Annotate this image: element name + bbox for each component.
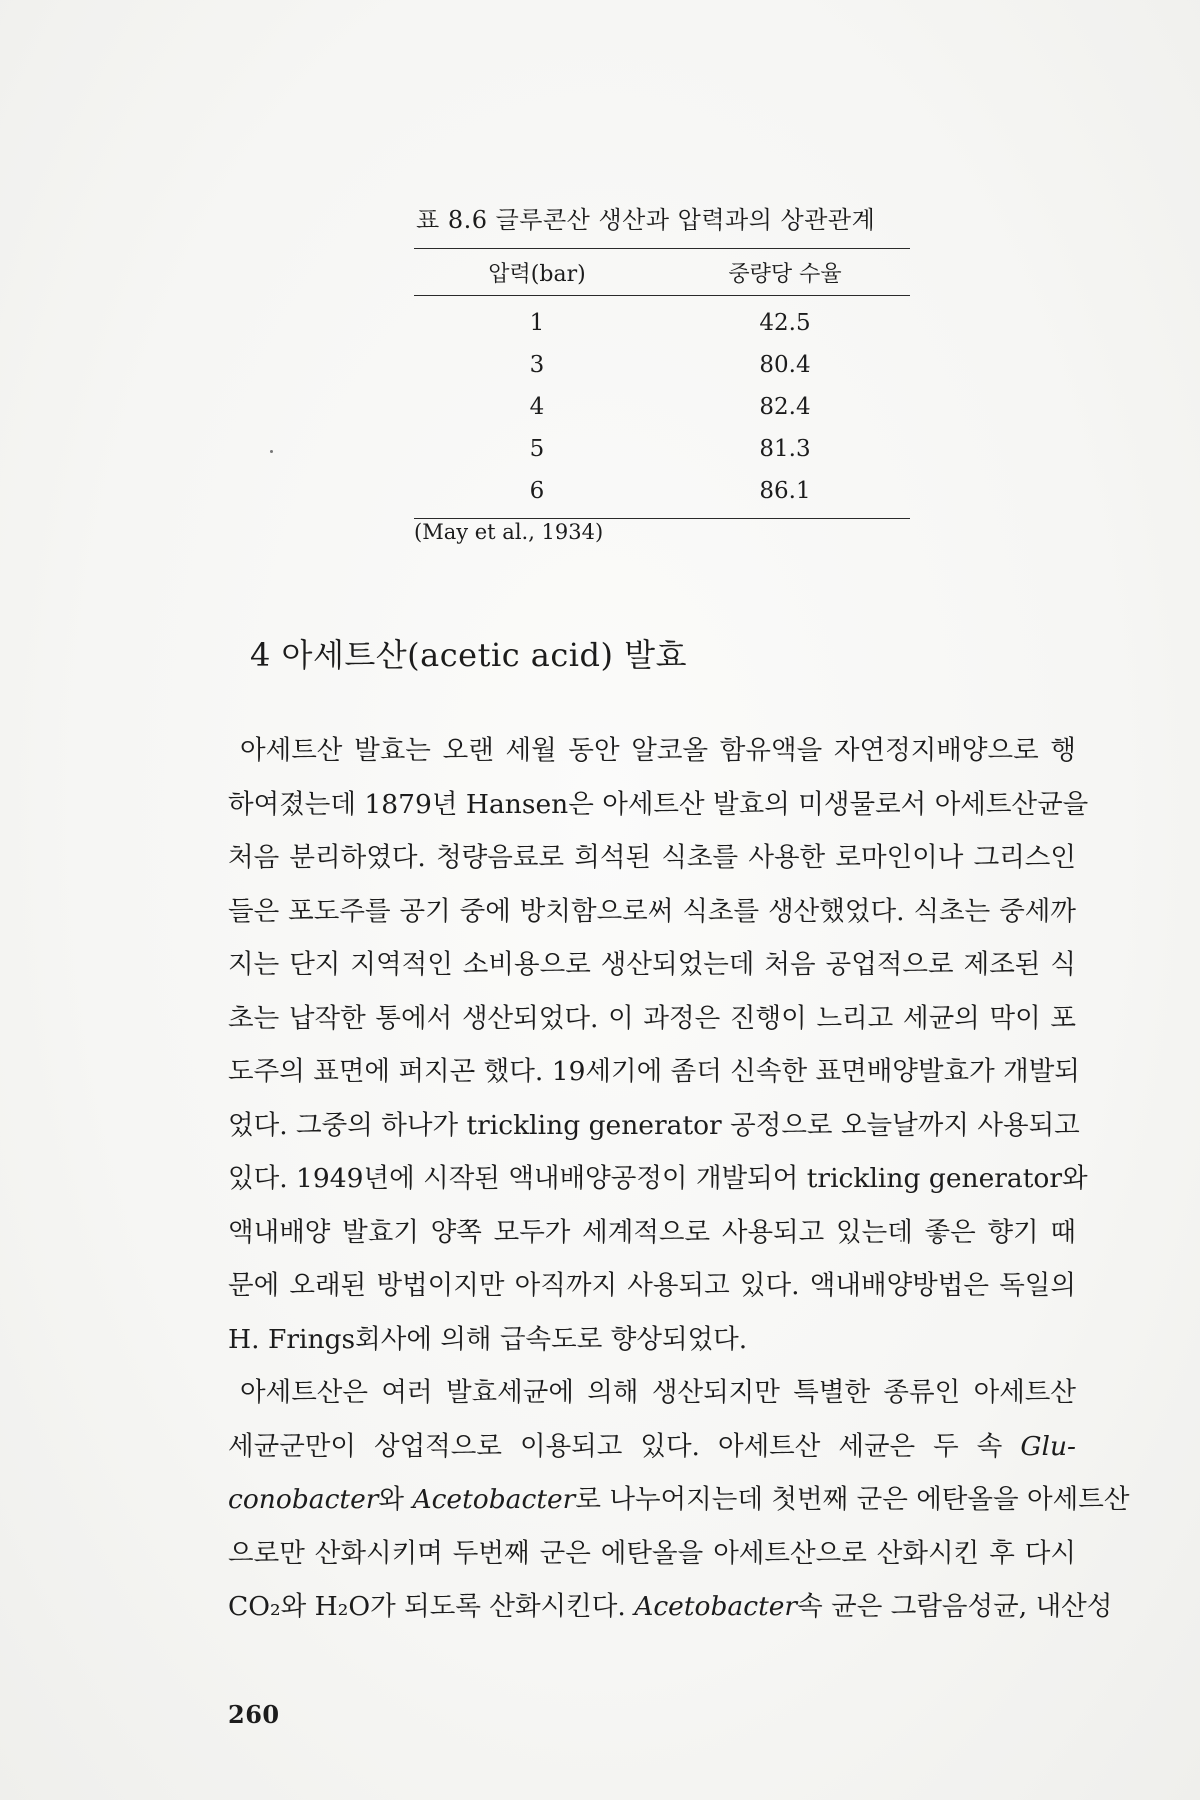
paragraph-2-line: 아세트산은 여러 발효세균에 의해 생산되지만 특별한 종류인 아세트산 [240, 1377, 1076, 1408]
table-row [414, 428, 910, 470]
table-row [414, 386, 910, 428]
table-caption: 표 8.6 글루콘산 생산과 압력과의 상관관계 [416, 206, 876, 234]
pressure-cell: 5 [529, 436, 545, 462]
pressure-cell: 3 [529, 352, 545, 378]
paragraph-1-line: 아세트산 발효는 오랜 세월 동안 알코올 함유액을 자연정지배양으로 행 [240, 735, 1076, 766]
pressure-cell: 1 [529, 310, 545, 336]
paragraph-1-line: 있다. 1949년에 시작된 액내배양공정이 개발되어 trickling generator와 [228, 1163, 1088, 1194]
paragraph-1-line: 들은 포도주를 공기 중에 방치함으로써 식초를 생산했었다. 식초는 중세까 [228, 895, 1076, 927]
paragraph-1-line: 도주의 표면에 퍼지곤 했다. 19세기에 좀더 신속한 표면배양발효가 개발되 [228, 1056, 1080, 1087]
paragraph-2-line-text: 세균군만이 상업적으로 이용되고 있다. 아세트산 세균은 두 속 Glu- [228, 1430, 1076, 1462]
table-row [414, 302, 910, 344]
table-row [414, 470, 910, 512]
table-row [414, 344, 910, 386]
paragraph-1-line: 초는 납작한 통에서 생산되었다. 이 과정은 진행이 느리고 세균의 막이 포 [228, 1002, 1076, 1034]
pressure-cell: 4 [529, 394, 545, 420]
table-source-citation: (May et al., 1934) [414, 520, 604, 544]
paragraph-2-line: 으로만 산화시키며 두번째 군은 에탄올을 아세트산으로 산화시킨 후 다시 [228, 1537, 1076, 1569]
yield-cell: 80.4 [759, 352, 811, 378]
paragraph-1-line: 하여졌는데 1879년 Hansen은 아세트산 발효의 미생물로서 아세트산균을 [228, 788, 1089, 820]
table-header-row [414, 249, 910, 295]
data-table [414, 248, 910, 519]
page-number: 260 [228, 1700, 280, 1729]
yield-cell: 81.3 [759, 436, 811, 462]
table-bottom-rule [414, 518, 910, 519]
paragraph-1-line: 문에 오래된 방법이지만 아직까지 사용되고 있다. 액내배양방법은 독일의 [228, 1270, 1076, 1301]
scan-speck [270, 450, 273, 453]
paragraph-2-line: CO₂와 H₂O가 되도록 산화시킨다. Acetobacter속 균은 그람음성균, 내산성 [228, 1591, 1113, 1622]
paragraph-1-line: 지는 단지 지역적인 소비용으로 생산되었는데 처음 공업적으로 제조된 식 [228, 949, 1076, 980]
paragraph-2-line: conobacter와 Acetobacter로 나누어지는데 첫번째 군은 에탄올을 아세트산 [228, 1484, 1130, 1515]
yield-cell: 82.4 [759, 394, 811, 420]
paragraph-1-line: 액내배양 발효기 양쪽 모두가 세계적으로 사용되고 있는데 좋은 향기 때 [228, 1216, 1076, 1248]
yield-cell: 42.5 [759, 310, 811, 336]
table-header-yield: 중량당 수율 [728, 261, 842, 287]
table-body [414, 296, 910, 518]
paragraph-2-line [228, 1420, 1076, 1474]
body-text [228, 724, 1130, 1634]
paragraph-1-line: 처음 분리하였다. 청량음료로 희석된 식초를 사용한 로마인이나 그리스인 [228, 842, 1076, 873]
paragraph-1-line: H. Frings회사에 의해 급속도로 향상되었다. [228, 1323, 748, 1355]
section-heading: 4 아세트산(acetic acid) 발효 [250, 636, 687, 674]
paragraph-1-line: 었다. 그중의 하나가 trickling generator 공정으로 오늘날까지 사용되고 [228, 1109, 1080, 1141]
pressure-cell: 6 [529, 478, 545, 504]
yield-cell: 86.1 [759, 478, 811, 504]
table-header-pressure: 압력(bar) [488, 261, 586, 287]
